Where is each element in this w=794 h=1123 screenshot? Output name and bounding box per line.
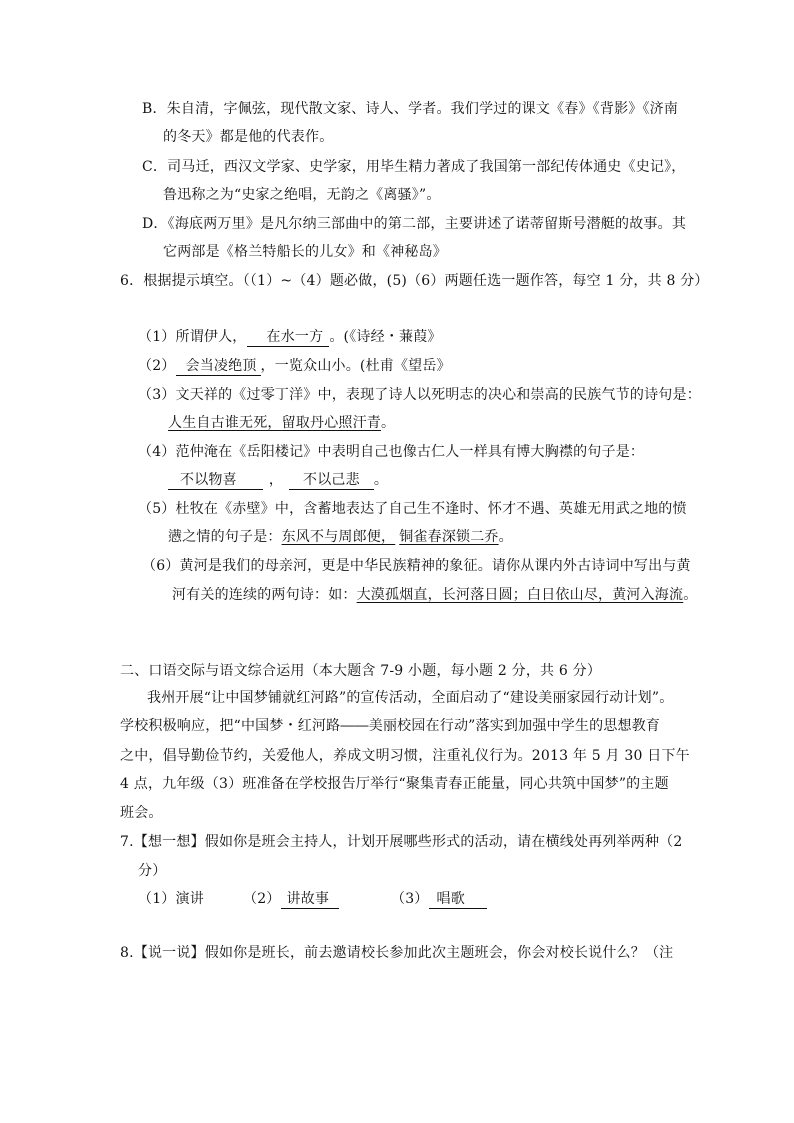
q6-item-1-prefix: （1）所谓伊人， [138, 329, 247, 345]
q7-option-2 [243, 889, 339, 909]
q6-stem: 6．根据提示填空。（（1）~（4）题必做，(5)（6）两题任选一题作答，每空 1 分，共 8 分） [120, 273, 709, 289]
q6-item-1-suffix: 。(《诗经・蒹葭》 [329, 329, 442, 345]
q6-item-4-answer-1: 不以物喜 [168, 471, 263, 490]
q6-item-5-answer-1: 东风不与周郎便， [281, 529, 396, 545]
q5-option-d-line1: D．《海底两万里》是凡尔纳三部曲中的第二部，主要讲述了诺蒂留斯号潜艇的故事。其 [142, 216, 687, 232]
q6-item-3-answer-2: 留取丹心照汗青 [281, 415, 382, 431]
q6-item-5-line2 [168, 527, 513, 547]
q6-item-2-answer: 会当凌绝顶 [176, 357, 261, 376]
q6-item-1 [138, 327, 442, 347]
q6-item-3-line1: （3）文天祥的《过零丁洋》中，表现了诗人以死明志的决心和崇高的民族气节的诗句是： [138, 387, 701, 403]
q7-option-2-label: （2） [243, 891, 281, 907]
q6-item-4-line1: （4）范仲淹在《岳阳楼记》中表明自己也像古仁人一样具有博大胸襟的句子是： [138, 444, 645, 460]
q6-item-4-answer-2: 不以己悲 [289, 471, 374, 490]
section2-paragraph-line2: 学校积极响应，把“中国梦・红河路――美丽校园在行动”落实到加强中学生的思想教育 [120, 718, 661, 734]
q5-option-d-line2: 它两部是《格兰特船长的儿女》和《神秘岛》 [163, 244, 447, 260]
q6-item-6-suffix: 。 [683, 587, 698, 603]
q6-item-2-suffix: ，一览众山小。(杜甫《望岳》 [260, 358, 451, 374]
q6-item-4-separator: ， [268, 472, 284, 488]
q6-item-3-answer-1: 人生自古谁无死， [168, 415, 282, 431]
q7-option-3-answer: 唱歌 [429, 890, 487, 909]
q7-stem-line1: 7.【想一想】假如你是班会主持人，计划开展哪些形式的活动，请在横线处再列举两种（2 [120, 834, 683, 850]
q5-option-c-line1: C．司马迁，西汉文学家、史学家，用毕生精力著成了我国第一部纪传体通史《史记》， [142, 159, 686, 175]
section2-paragraph-line5: 班会。 [120, 805, 163, 821]
q6-item-4-suffix: 。 [373, 472, 389, 488]
q6-item-3-answer-line [168, 413, 395, 433]
q6-item-6-prefix: 河有关的连续的两句诗：如： [172, 587, 357, 603]
section2-heading: 二、口语交际与语文综合运用（本大题含 7-9 小题，每小题 2 分，共 6 分） [120, 663, 602, 679]
q6-item-3-suffix: 。 [381, 415, 396, 431]
q6-item-2 [138, 356, 451, 376]
q5-option-b-line2: 的冬天》都是他的代表作。 [163, 129, 334, 145]
q7-stem-line2: 分） [138, 863, 167, 879]
q6-item-6-answer: 大漠孤烟直，长河落日圆；白日依山尽，黄河入海流 [356, 587, 684, 603]
q6-item-4-answer-line [168, 470, 388, 490]
q7-option-2-answer: 讲故事 [281, 890, 340, 909]
section2-paragraph-line1: 我州开展“让中国梦铺就红河路”的宣传活动，全面启动了“建设美丽家园行动计划”。 [147, 690, 674, 706]
q6-item-5-line1: （5）杜牧在《赤壁》中，含蓄地表达了自己生不逢时、怀才不遇、英雄无用武之地的愤 [138, 501, 687, 517]
q7-option-1: （1）演讲 [138, 891, 204, 907]
q7-option-3-label: （3） [391, 891, 429, 907]
q6-item-1-answer: 在水一方 [247, 328, 330, 347]
q8-stem: 8.【说一说】假如你是班长，前去邀请校长参加此次主题班会，你会对校长说什么？（注 [120, 945, 674, 961]
q6-item-5-suffix: 。 [498, 529, 513, 545]
q6-item-5-answer-2: 铜雀春深锁二乔 [399, 529, 499, 545]
q6-item-6-line2 [172, 585, 697, 605]
q5-option-b-line1: B．朱自清，字佩弦，现代散文家、诗人、学者。我们学过的课文《春》《背影》《济南 [142, 101, 679, 117]
q7-option-3 [391, 889, 487, 909]
section2-paragraph-line4: 4 点，九年级（3）班准备在学校报告厅举行“聚集青春正能量，同心共筑中国梦”的主题 [120, 776, 669, 792]
q6-item-6-line1: （6）黄河是我们的母亲河，更是中华民族精神的象征。请你从课内外古诗词中写出与黄 [142, 558, 691, 574]
q6-item-2-prefix: （2） [138, 358, 176, 374]
q6-item-5-prefix: 懑之情的句子是： [168, 529, 282, 545]
section2-paragraph-line3: 之中，倡导勤俭节约，关爱他人，养成文明习惯，注重礼仪行为。2013 年 5 月 30 日下午 [120, 748, 690, 764]
q5-option-c-line2: 鲁迅称之为“史家之绝唱，无韵之《离骚》”。 [163, 187, 441, 203]
